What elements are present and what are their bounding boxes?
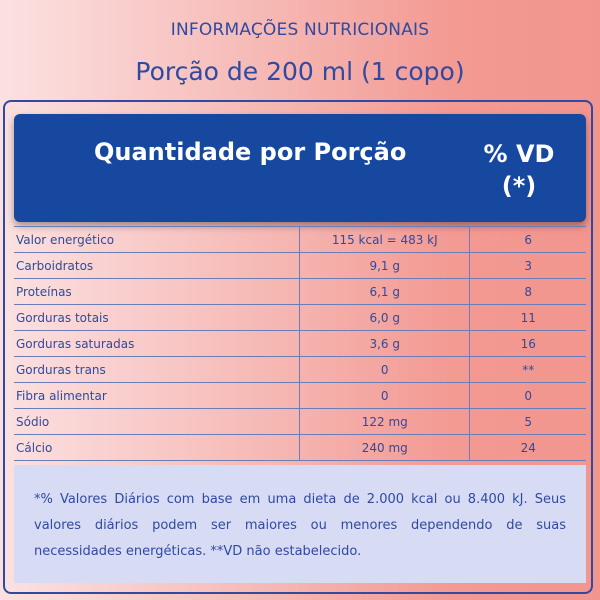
nutrient-name: Fibra alimentar	[14, 383, 300, 409]
nutrient-vd: 6	[470, 227, 586, 253]
daily-value-heading	[464, 138, 574, 203]
table-row	[14, 435, 586, 461]
nutrient-amount: 6,1 g	[300, 279, 470, 305]
footnote-text: *% Valores Diários com base em uma dieta de 2.000 kcal ou 8.400 kJ. Seus valores diários podem ser maiores ou menores dependendo de suas necessidades energéticas. **VD não estabelecido.	[34, 492, 566, 559]
table-row	[14, 331, 586, 357]
nutrient-amount: 6,0 g	[300, 305, 470, 331]
nutrient-vd: 24	[470, 435, 586, 461]
table-row	[14, 305, 586, 331]
table-row	[14, 409, 586, 435]
nutrient-name: Proteínas	[14, 279, 300, 305]
nutrient-name: Valor energético	[14, 227, 300, 253]
nutrient-vd: 0	[470, 383, 586, 409]
nutrient-name: Gorduras trans	[14, 357, 300, 383]
nutrient-amount: 3,6 g	[300, 331, 470, 357]
table-row	[14, 357, 586, 383]
table-row	[14, 279, 586, 305]
nutrient-vd: 11	[470, 305, 586, 331]
table-row	[14, 383, 586, 409]
nutrient-vd: 8	[470, 279, 586, 305]
nutrition-table	[14, 226, 586, 461]
quantity-per-portion-heading: Quantidade por Porção	[94, 138, 407, 166]
nutrient-amount: 122 mg	[300, 409, 470, 435]
nutrient-vd: **	[470, 357, 586, 383]
table-row	[14, 227, 586, 253]
footnote-box	[14, 465, 586, 583]
daily-value-heading-line2: (*)	[501, 172, 537, 201]
table-header	[14, 114, 586, 222]
nutrient-vd: 5	[470, 409, 586, 435]
table-row	[14, 253, 586, 279]
label-title: INFORMAÇÕES NUTRICIONAIS	[170, 20, 430, 40]
nutrient-name: Gorduras totais	[14, 305, 300, 331]
daily-value-heading-line1: % VD	[483, 140, 555, 168]
nutrient-vd: 16	[470, 331, 586, 357]
nutrient-name: Carboidratos	[14, 253, 300, 279]
nutrient-amount: 0	[300, 357, 470, 383]
nutrient-amount: 115 kcal = 483 kJ	[300, 227, 470, 253]
nutrient-name: Sódio	[14, 409, 300, 435]
nutrient-vd: 3	[470, 253, 586, 279]
nutrient-amount: 9,1 g	[300, 253, 470, 279]
nutrient-amount: 240 mg	[300, 435, 470, 461]
portion-size: Porção de 200 ml (1 copo)	[135, 57, 465, 86]
nutrient-amount: 0	[300, 383, 470, 409]
nutrient-name: Gorduras saturadas	[14, 331, 300, 357]
nutrient-name: Cálcio	[14, 435, 300, 461]
